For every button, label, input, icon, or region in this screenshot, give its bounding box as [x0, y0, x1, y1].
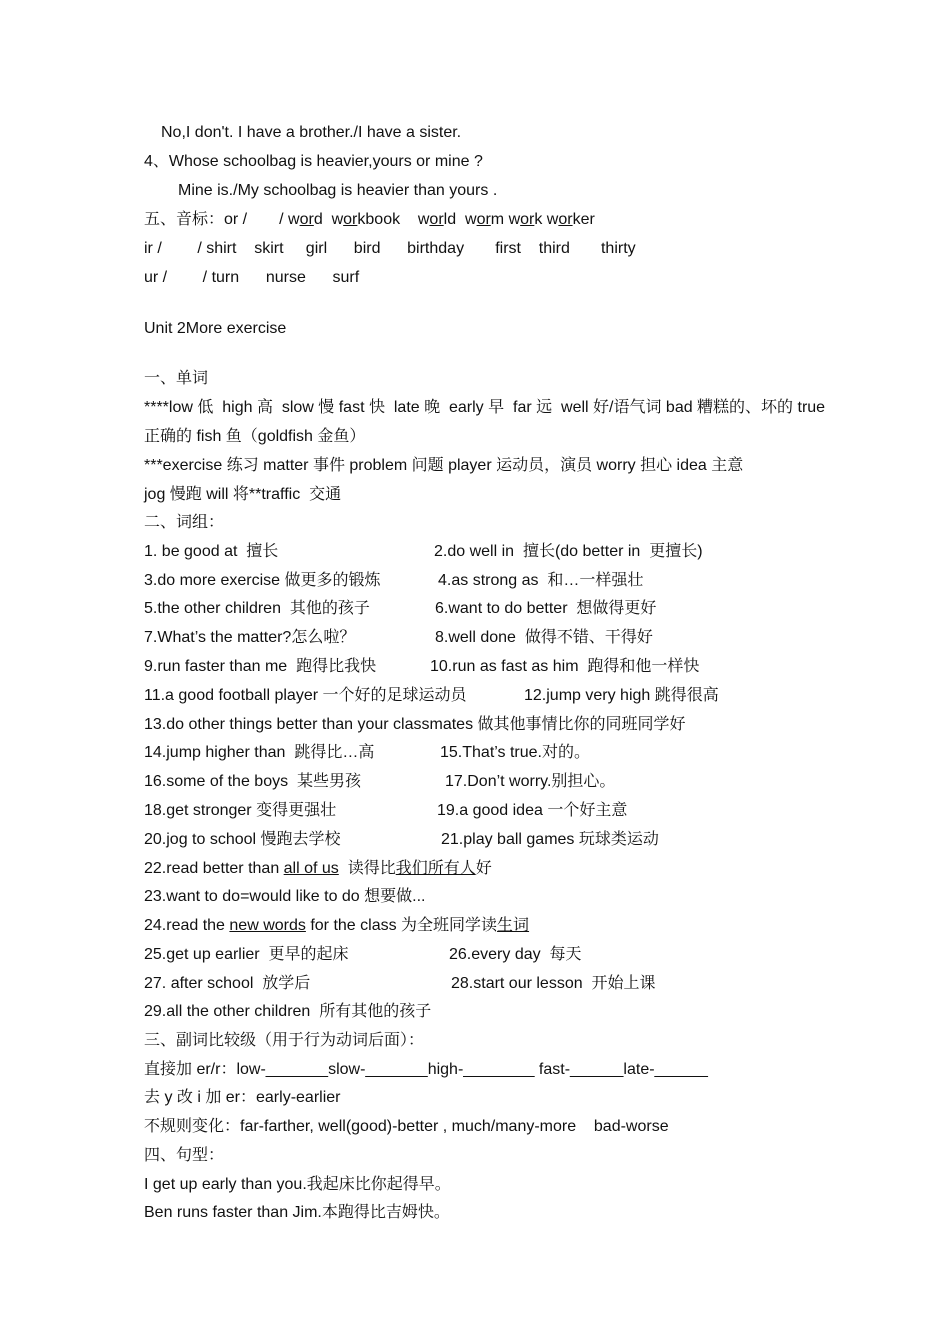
adverbs-heading: 三、副词比较级（用于行为动词后面）：: [144, 1032, 425, 1049]
words-line: ***exercise 练习 matter 事件 problem 问题 player 运动员，演员 worry 担心 idea 主意: [144, 457, 744, 474]
underlined-text: new words: [229, 917, 306, 934]
phrase-item: 28.start our lesson 开始上课: [451, 975, 656, 992]
phrase-item: 6.want to do better 想做得更好: [435, 600, 657, 617]
underlined-text: 我们所有人: [395, 860, 476, 877]
sentence: I get up early than you.我起床比你起得早。: [144, 1176, 451, 1193]
phonics-or-line: [144, 209, 595, 231]
phrase-item: 21.play ball games 玩球类运动: [441, 831, 659, 848]
phonics-text: d w: [313, 211, 344, 228]
phonics-text: ld w: [443, 211, 477, 228]
phrase-item: 7.What’s the matter?怎么啦？: [144, 629, 356, 646]
phrase-item: 18.get stronger 变得更强壮: [144, 802, 337, 819]
words-line: ****low 低 high 高 slow 慢 fast 快 late 晚 early 早 far 远 well 好/语气词 bad 糟糕的、坏的 true: [144, 399, 826, 416]
phrase-item: 1. be good at 擅长: [144, 543, 279, 560]
answer-4: Mine is./My schoolbag is heavier than yours .: [178, 182, 498, 199]
phonics-ir-line: ir / / shirt skirt girl bird birthday first third thirty: [144, 240, 636, 257]
phonics-or-label: 五、音标：or /: [144, 211, 248, 228]
phrase-item: 14.jump higher than 跳得比…高: [144, 744, 375, 761]
phrase-item: 15.That’s true.对的。: [440, 744, 590, 761]
phrase-item-24: 24.read the new words for the class 为全班同学读生词: [144, 917, 530, 934]
underlined-text: 生词: [497, 917, 530, 934]
phonics-underline: or: [520, 211, 535, 228]
words-line: 正确的 fish 鱼（goldfish 金鱼）: [144, 428, 366, 445]
phrase-item: 4.as strong as 和…一样强壮: [438, 572, 644, 589]
phonics-ur-line: ur / / turn nurse surf: [144, 269, 360, 286]
adverb-rule: 去 y 改 i 加 er：early-earlier: [144, 1089, 341, 1106]
adverb-rule: 直接加 er/r：low-_______slow-_______high-________ fast-______late-______: [144, 1061, 708, 1078]
phrase-item: 12.jump very high 跳得很高: [524, 687, 719, 704]
phonics-underline: or: [343, 211, 358, 228]
phrases-heading: 二、词组：: [144, 514, 225, 531]
unit-title: Unit 2More exercise: [144, 320, 287, 337]
phrase-item: 16.some of the boys 某些男孩: [144, 773, 361, 790]
phrase-item: 29.all the other children 所有其他的孩子: [144, 1003, 432, 1020]
question-4: 4、Whose schoolbag is heavier,yours or mine ?: [144, 153, 483, 170]
phrase-item: 5.the other children 其他的孩子: [144, 600, 370, 617]
phonics-underline: or: [429, 211, 444, 228]
phrase-item: 3.do more exercise 做更多的锻炼: [144, 572, 381, 589]
phonics-text: kbook w: [357, 211, 430, 228]
phrase-item: 20.jog to school 慢跑去学校: [144, 831, 341, 848]
phrase-item: 10.run as fast as him 跑得和他一样快: [430, 658, 700, 675]
phrase-item: 23.want to do=would like to do 想要做...: [144, 888, 426, 905]
answer-line: No,I don't. I have a brother./I have a sister.: [161, 124, 462, 141]
phrase-item: 19.a good idea 一个好主意: [437, 802, 628, 819]
adverb-rule: 不规则变化：far-farther, well(good)-better , much/many-more bad-worse: [144, 1118, 669, 1135]
words-line: jog 慢跑 will 将**traffic 交通: [144, 486, 342, 503]
phrase-item: 11.a good football player 一个好的足球运动员: [144, 687, 467, 704]
phrase-item: 17.Don’t worry.别担心。: [445, 773, 616, 790]
phrase-item: 9.run faster than me 跑得比我快: [144, 658, 377, 675]
sentences-heading: 四、句型：: [144, 1147, 225, 1164]
phrase-item: 8.well done 做得不错、干得好: [435, 629, 653, 646]
phrase-item: 13.do other things better than your classmates 做其他事情比你的同班同学好: [144, 716, 686, 733]
phonics-underline: or: [558, 211, 573, 228]
phonics-text: ker: [572, 211, 595, 228]
underlined-text: all of us: [283, 860, 339, 877]
phrase-item-22: 22.read better than all of us 读得比我们所有人好: [144, 860, 492, 877]
phrase-item: 26.every day 每天: [449, 946, 582, 963]
phonics-underline: or: [299, 211, 314, 228]
phrase-item: 2.do well in 擅长(do better in 更擅长): [434, 543, 703, 560]
phonics-underline: or: [476, 211, 491, 228]
phrase-item: 27. after school 放学后: [144, 975, 311, 992]
sentence: Ben runs faster than Jim.本跑得比吉姆快。: [144, 1204, 450, 1221]
phonics-text: k w: [534, 211, 559, 228]
words-heading: 一、单词: [144, 370, 209, 387]
phrase-item: 25.get up earlier 更早的起床: [144, 946, 349, 963]
phonics-text: / w: [279, 211, 300, 228]
phonics-text: m w: [490, 211, 521, 228]
